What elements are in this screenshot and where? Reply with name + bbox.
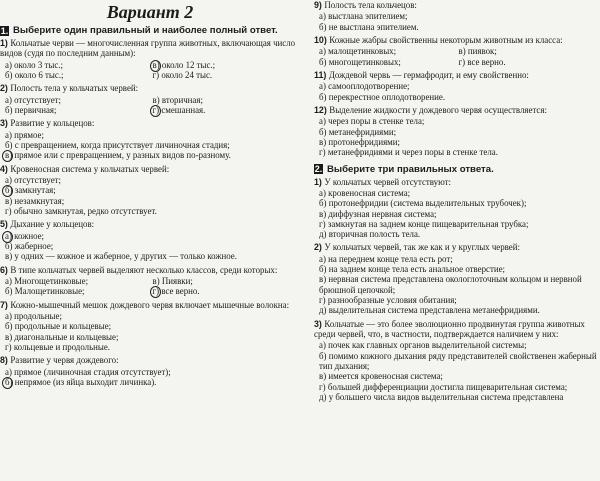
- answer-option: а) почек как главных органов выделительной системы;: [319, 340, 527, 351]
- answer-option: б) перекрестное оплодотворение.: [319, 91, 446, 102]
- question-text: [0, 355, 300, 365]
- question-text: [0, 164, 300, 174]
- question-body: В типе кольчатых червей выделяют несколько классов, среди которых:: [10, 264, 278, 275]
- answer-option: в) диффузная нервная система;: [319, 208, 437, 219]
- answer-option: в) пиявок;: [458, 46, 497, 57]
- question-body: Дыхание у кольцецов:: [10, 219, 95, 230]
- right-column: [314, 0, 598, 405]
- section-2-number: 2.: [314, 164, 323, 175]
- question-text: [0, 38, 300, 59]
- question-number: 5): [0, 219, 11, 230]
- question-text: [314, 242, 598, 252]
- answer-option: а) Многощетинковые;: [5, 276, 89, 286]
- question-text: [0, 219, 300, 229]
- answer-option: в) вторичная;: [152, 94, 203, 105]
- answer-options: [0, 175, 300, 216]
- question-number: 12): [314, 105, 330, 115]
- answer-option: в) диагональные и кольцевые;: [5, 331, 119, 342]
- answer-options: [314, 11, 598, 32]
- answer-option: б) метанефридиями;: [319, 126, 397, 137]
- question: [0, 265, 300, 297]
- question-number: 10): [314, 35, 330, 45]
- question: [0, 83, 300, 115]
- question-number: 2): [0, 83, 11, 94]
- question-body: Выделение жидкости у дождевого червя осуществляется:: [329, 105, 547, 115]
- answer-option-circled: в) прямое или с превращением, у разных видов по-разному.: [5, 150, 300, 160]
- question: [314, 242, 598, 315]
- answer-option: б) на заднем конце тела есть анальное отверстие;: [319, 264, 506, 275]
- answer-option: в) протонефридиями;: [319, 137, 400, 147]
- question: [314, 177, 598, 240]
- question-number: 8): [0, 355, 11, 366]
- question: [314, 35, 598, 67]
- question: [0, 219, 300, 261]
- answer-option: в) Пиявки;: [152, 276, 193, 286]
- question-body: Развитие у червя дождевого:: [10, 355, 119, 366]
- answer-options: [0, 60, 300, 81]
- answer-option: г) разнообразные условия обитания;: [319, 295, 457, 306]
- question-text: [314, 177, 598, 187]
- answer-option: а) прямое (личиночная стадия отсутствует);: [5, 366, 171, 377]
- answer-option: а) кровеносная система;: [319, 188, 411, 198]
- answer-option-circled: б) замкнутая;: [5, 185, 300, 195]
- section-1-heading-text: Выберите один правильный и наиболее полный ответ.: [13, 25, 278, 36]
- answer-option: г) метанефридиями и через поры в стенке тела.: [319, 147, 498, 158]
- question: [0, 38, 300, 80]
- question-body: Кожно-мышечный мешок дождевого червя включает мышечные волокна:: [10, 299, 290, 310]
- question-text: [314, 35, 598, 45]
- question-number: 1): [314, 176, 325, 187]
- answer-options: [314, 116, 598, 157]
- answer-option: б) с превращением, когда присутствует личиночная стадия;: [5, 140, 230, 151]
- question-text: [0, 265, 300, 275]
- answer-options: [0, 130, 300, 161]
- answer-option: д) у большего числа видов выделительная система представлена: [319, 391, 564, 402]
- answer-option: б) жаберное;: [5, 241, 54, 251]
- question-text: [314, 105, 598, 115]
- answer-option: а) через поры в стенке тела;: [319, 116, 425, 127]
- answer-options: [0, 231, 300, 262]
- question: [0, 118, 300, 160]
- section-1-number: 1.: [0, 25, 9, 36]
- answer-option: в) у одних — кожное и жаберное, у других — только кожное.: [5, 251, 237, 262]
- answer-option: б) протонефридии (система выделительных трубочек);: [319, 198, 527, 209]
- question-body: Кольчатые черви — многочисленная группа животных, включающая число видов (судя по последним данным):: [0, 38, 296, 59]
- right-question-list-section-2: [314, 177, 598, 403]
- question-number: 2): [314, 242, 325, 253]
- answer-options: [0, 95, 300, 116]
- answer-option: а) прямое;: [5, 129, 44, 140]
- question-body: Кольчатые — это более эволюционно продвинутая группа животных среди червей, что, в частности, подтверждается наличием у них:: [314, 318, 585, 340]
- question-number: 9): [314, 0, 325, 10]
- question-body: Полость тела у кольчатых червей:: [10, 83, 139, 94]
- answer-option: б) около 6 тыс.;: [5, 70, 64, 81]
- question-body: Дождевой червь — гермафродит, и ему свойственно:: [328, 70, 529, 80]
- right-question-list-section-1: [314, 0, 598, 158]
- question-number: 4): [0, 163, 11, 174]
- answer-option: а) на переднем конце тела есть рот;: [319, 253, 453, 264]
- question-body: Кожные жабры свойственны некоторым животным из класса:: [329, 35, 563, 45]
- question-text: [314, 0, 598, 10]
- question-text: [314, 70, 598, 80]
- answer-option: г) около 24 тыс.: [152, 70, 213, 81]
- answer-option: в) имеется кровеносная система;: [319, 371, 443, 382]
- answer-options: [314, 46, 598, 67]
- question-number: 3): [0, 118, 11, 129]
- answer-option-circled: в) около 12 тыс.;: [153, 60, 301, 70]
- answer-option: г) большей дифференциации достигла пищеварительная система;: [319, 381, 568, 392]
- answer-option-circled: б) непрямое (из яйца выходит личинка).: [5, 377, 300, 387]
- answer-option-circled: г) все верно.: [153, 286, 301, 296]
- left-column: [0, 0, 300, 390]
- question: [314, 319, 598, 403]
- answer-options: [0, 311, 300, 352]
- question-text: [0, 300, 300, 310]
- answer-option: а) отсутствует;: [5, 175, 61, 186]
- answer-options: [0, 276, 300, 297]
- answer-option: б) Малощетинковые;: [5, 286, 85, 297]
- answer-option: в) нервная система представлена окологлоточным кольцом и нервной брюшной цепочкой;: [319, 274, 582, 295]
- answer-option: а) продольные;: [5, 311, 62, 321]
- answer-options: [314, 254, 598, 316]
- answer-option-circled: а) кожное;: [5, 231, 300, 241]
- answer-option: в) незамкнутая;: [5, 195, 65, 206]
- answer-option: а) отсутствует;: [5, 94, 61, 105]
- question-body: Развитие у кольцецов:: [10, 118, 95, 129]
- question-number: 7): [0, 299, 11, 310]
- variant-title: Вариант 2: [106, 2, 194, 22]
- section-1-heading: [0, 25, 300, 36]
- answer-options: [0, 367, 300, 388]
- answer-option: а) самооплодотворение;: [319, 81, 410, 92]
- answer-options: [314, 188, 598, 239]
- section-2-heading: [314, 164, 598, 175]
- answer-option-circled: г) смешанная.: [153, 105, 301, 115]
- question-number: 11): [314, 70, 329, 80]
- question-number: 6): [0, 264, 11, 275]
- question-number: 3): [314, 318, 325, 329]
- question-body: Кровеносная система у кольчатых червей:: [10, 163, 170, 174]
- answer-option: б) первичная;: [5, 105, 57, 116]
- question: [0, 164, 300, 217]
- answer-option: д) вторичная полость тела.: [319, 229, 421, 240]
- answer-option: а) малощетинковых;: [319, 46, 397, 57]
- question-body: У кольчатых червей, так же как и у круглых червей:: [324, 242, 520, 253]
- answer-option: г) обычно замкнутая, редко отсутствует.: [5, 206, 157, 216]
- question-number: 1): [0, 38, 11, 48]
- question: [314, 105, 598, 158]
- question: [0, 300, 300, 353]
- answer-option: а) около 3 тыс.;: [5, 59, 63, 70]
- question: [0, 355, 300, 387]
- answer-option: а) выстлана эпителием;: [319, 11, 408, 22]
- question-body: У кольчатых червей отсутствуют:: [324, 176, 451, 187]
- question-text: [0, 118, 300, 128]
- left-question-list: [0, 38, 300, 387]
- answer-option: г) кольцевые и продольные.: [5, 341, 110, 352]
- answer-options: [314, 81, 598, 102]
- answer-option: б) продольные и кольцевые;: [5, 321, 112, 332]
- answer-option: б) не выстлана эпителием.: [319, 21, 419, 32]
- question-text: [0, 83, 300, 93]
- answer-option: г) замкнутая на заднем конце пищеварительная трубка;: [319, 218, 529, 229]
- question-body: Полость тела кольчецов:: [324, 0, 417, 10]
- answer-option: б) многощетинковых;: [319, 56, 401, 67]
- question-text: [314, 319, 598, 340]
- section-2-heading-text: Выберите три правильных ответа.: [327, 163, 494, 175]
- answer-option: г) все верно.: [458, 56, 506, 67]
- question: [314, 0, 598, 32]
- answer-option: б) помимо кожного дыхания ряду представителей свойственен жаберный тип дыхания;: [319, 350, 597, 372]
- question: [314, 70, 598, 102]
- answer-option: д) выделительная система представлена метанефридиями.: [319, 305, 540, 316]
- answer-options: [314, 340, 598, 402]
